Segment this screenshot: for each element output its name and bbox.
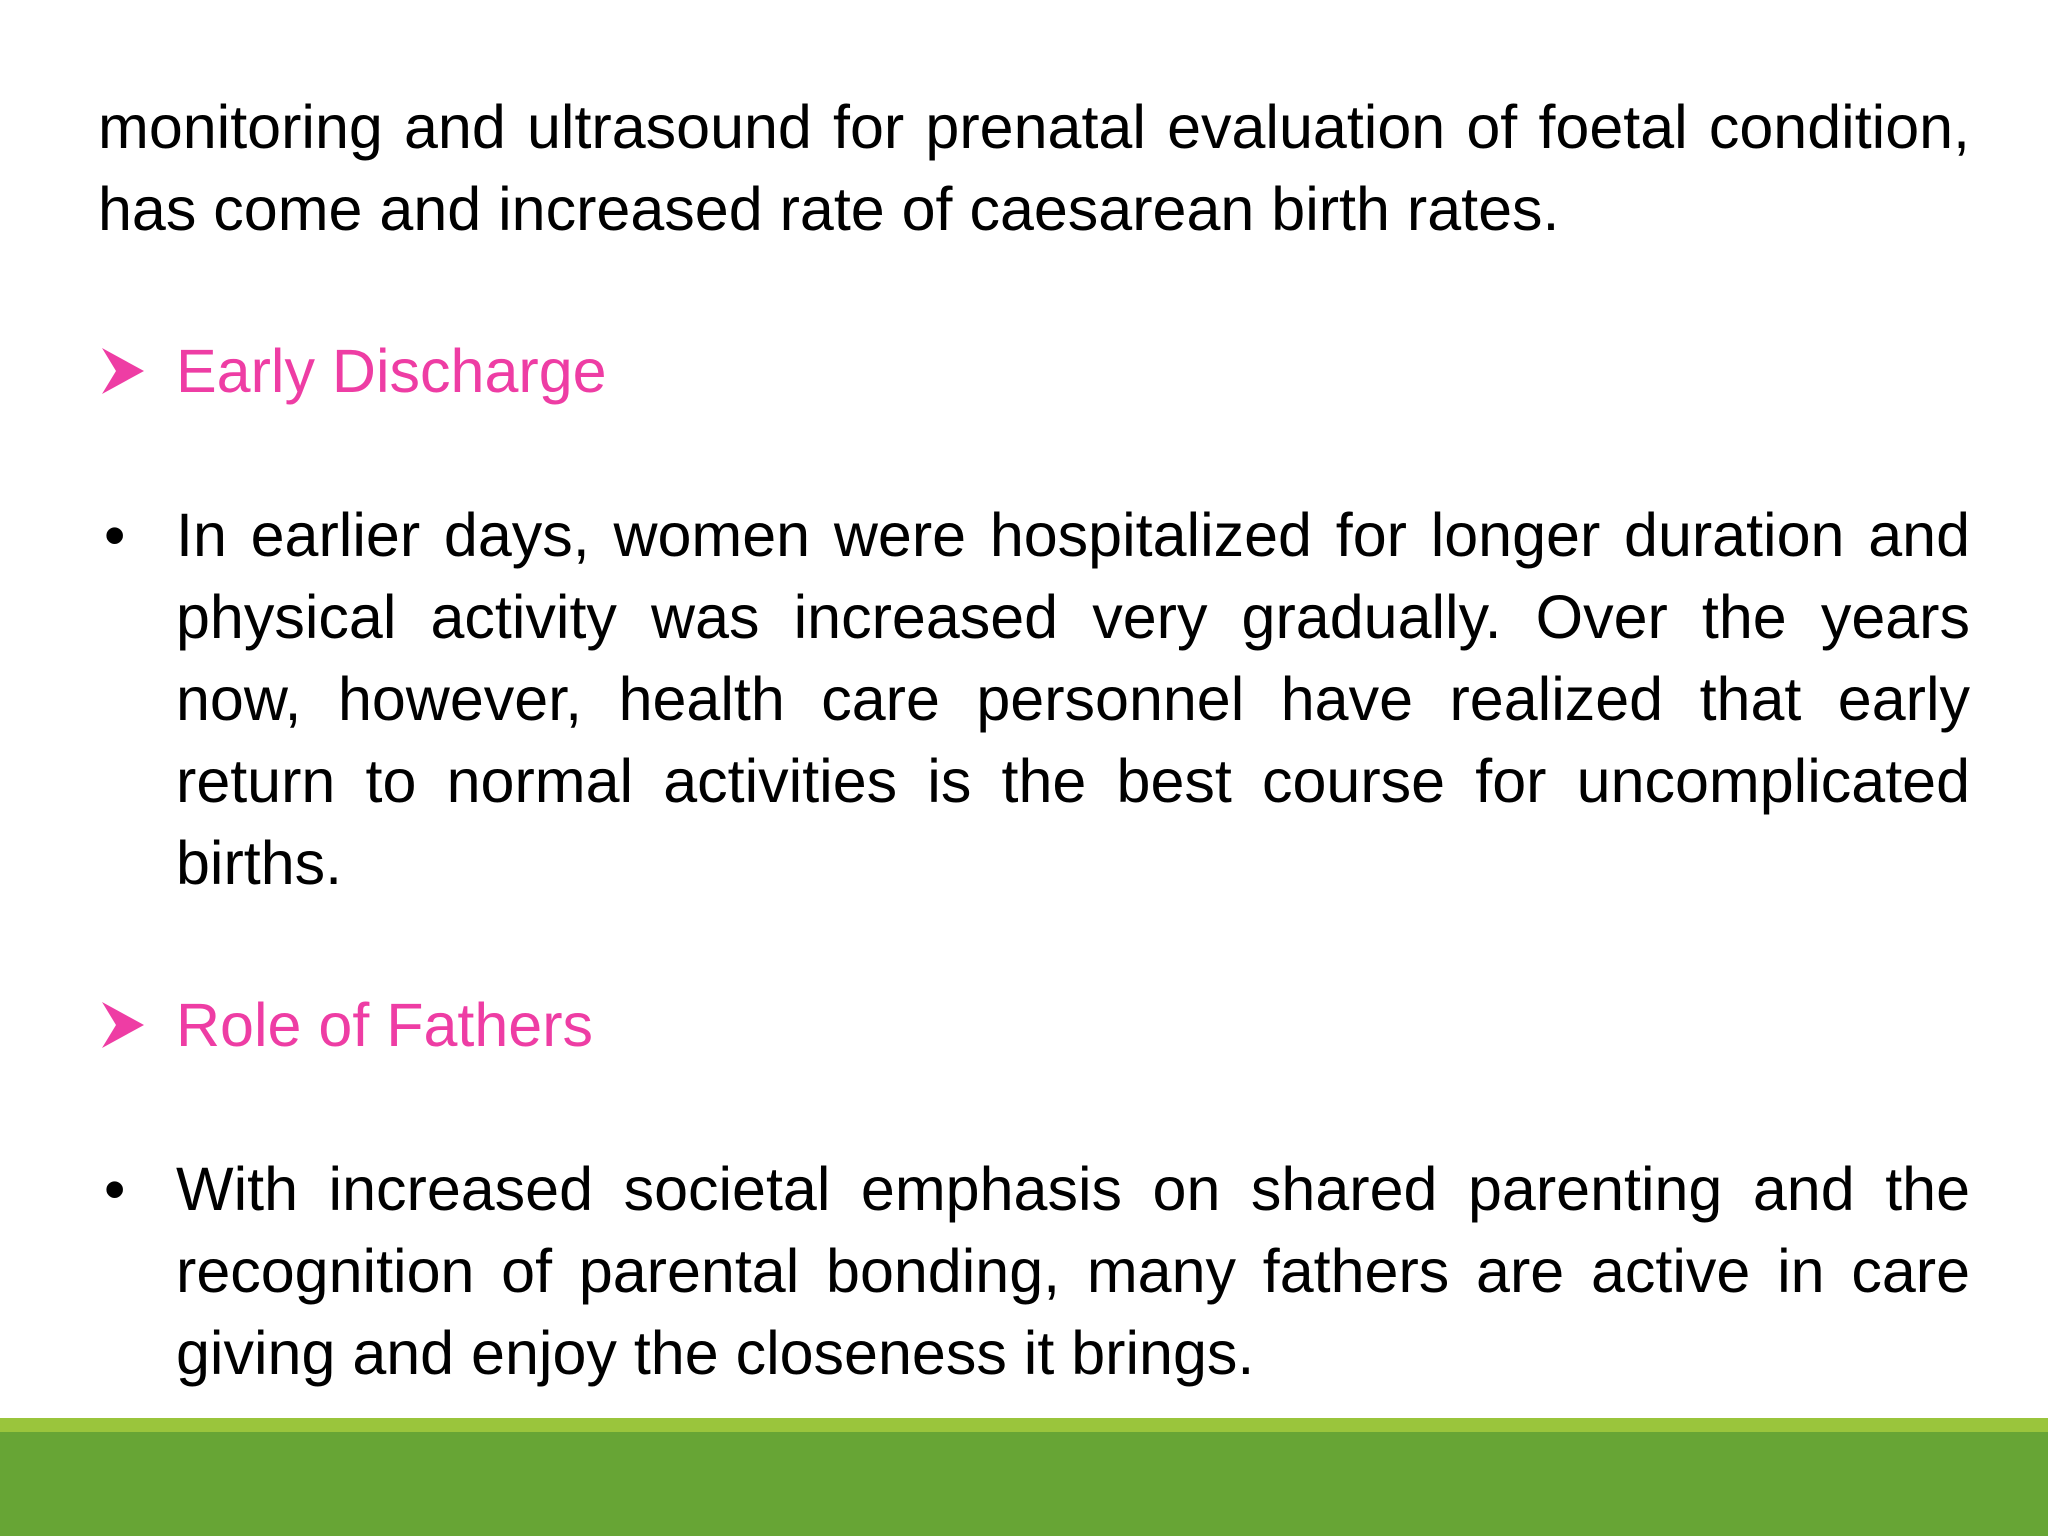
bullet-item-early-discharge bbox=[98, 494, 1970, 904]
footer-accent-line bbox=[0, 1418, 2048, 1432]
section-heading-text: Role of Fathers bbox=[176, 991, 594, 1059]
intro-paragraph: monitoring and ultrasound for prenatal evaluation of foetal condition, has come and increased rate of caesarean birth rates. bbox=[98, 93, 1970, 243]
bullet-dot-icon: • bbox=[104, 501, 126, 569]
section-heading-early-discharge bbox=[98, 330, 1970, 412]
bullet-dot-icon: • bbox=[104, 1155, 126, 1223]
section-heading-text: Early Discharge bbox=[176, 337, 607, 405]
arrow-bullet-icon bbox=[98, 984, 148, 1066]
slide-content bbox=[98, 86, 1970, 1394]
bullet-text: In earlier days, women were hospitalized for longer duration and physical activity was increased very gradually. Over the years now, however, health care personnel have realized that early return to normal activities is the best course for uncomplicated births. bbox=[176, 501, 1970, 897]
bullet-item-role-of-fathers bbox=[98, 1148, 1970, 1394]
arrow-bullet-icon bbox=[98, 330, 148, 412]
bullet-text: With increased societal emphasis on shared parenting and the recognition of parental bonding, many fathers are active in care giving and enjoy the closeness it brings. bbox=[176, 1155, 1970, 1387]
footer-bar bbox=[0, 1432, 2048, 1536]
section-heading-role-of-fathers bbox=[98, 984, 1970, 1066]
